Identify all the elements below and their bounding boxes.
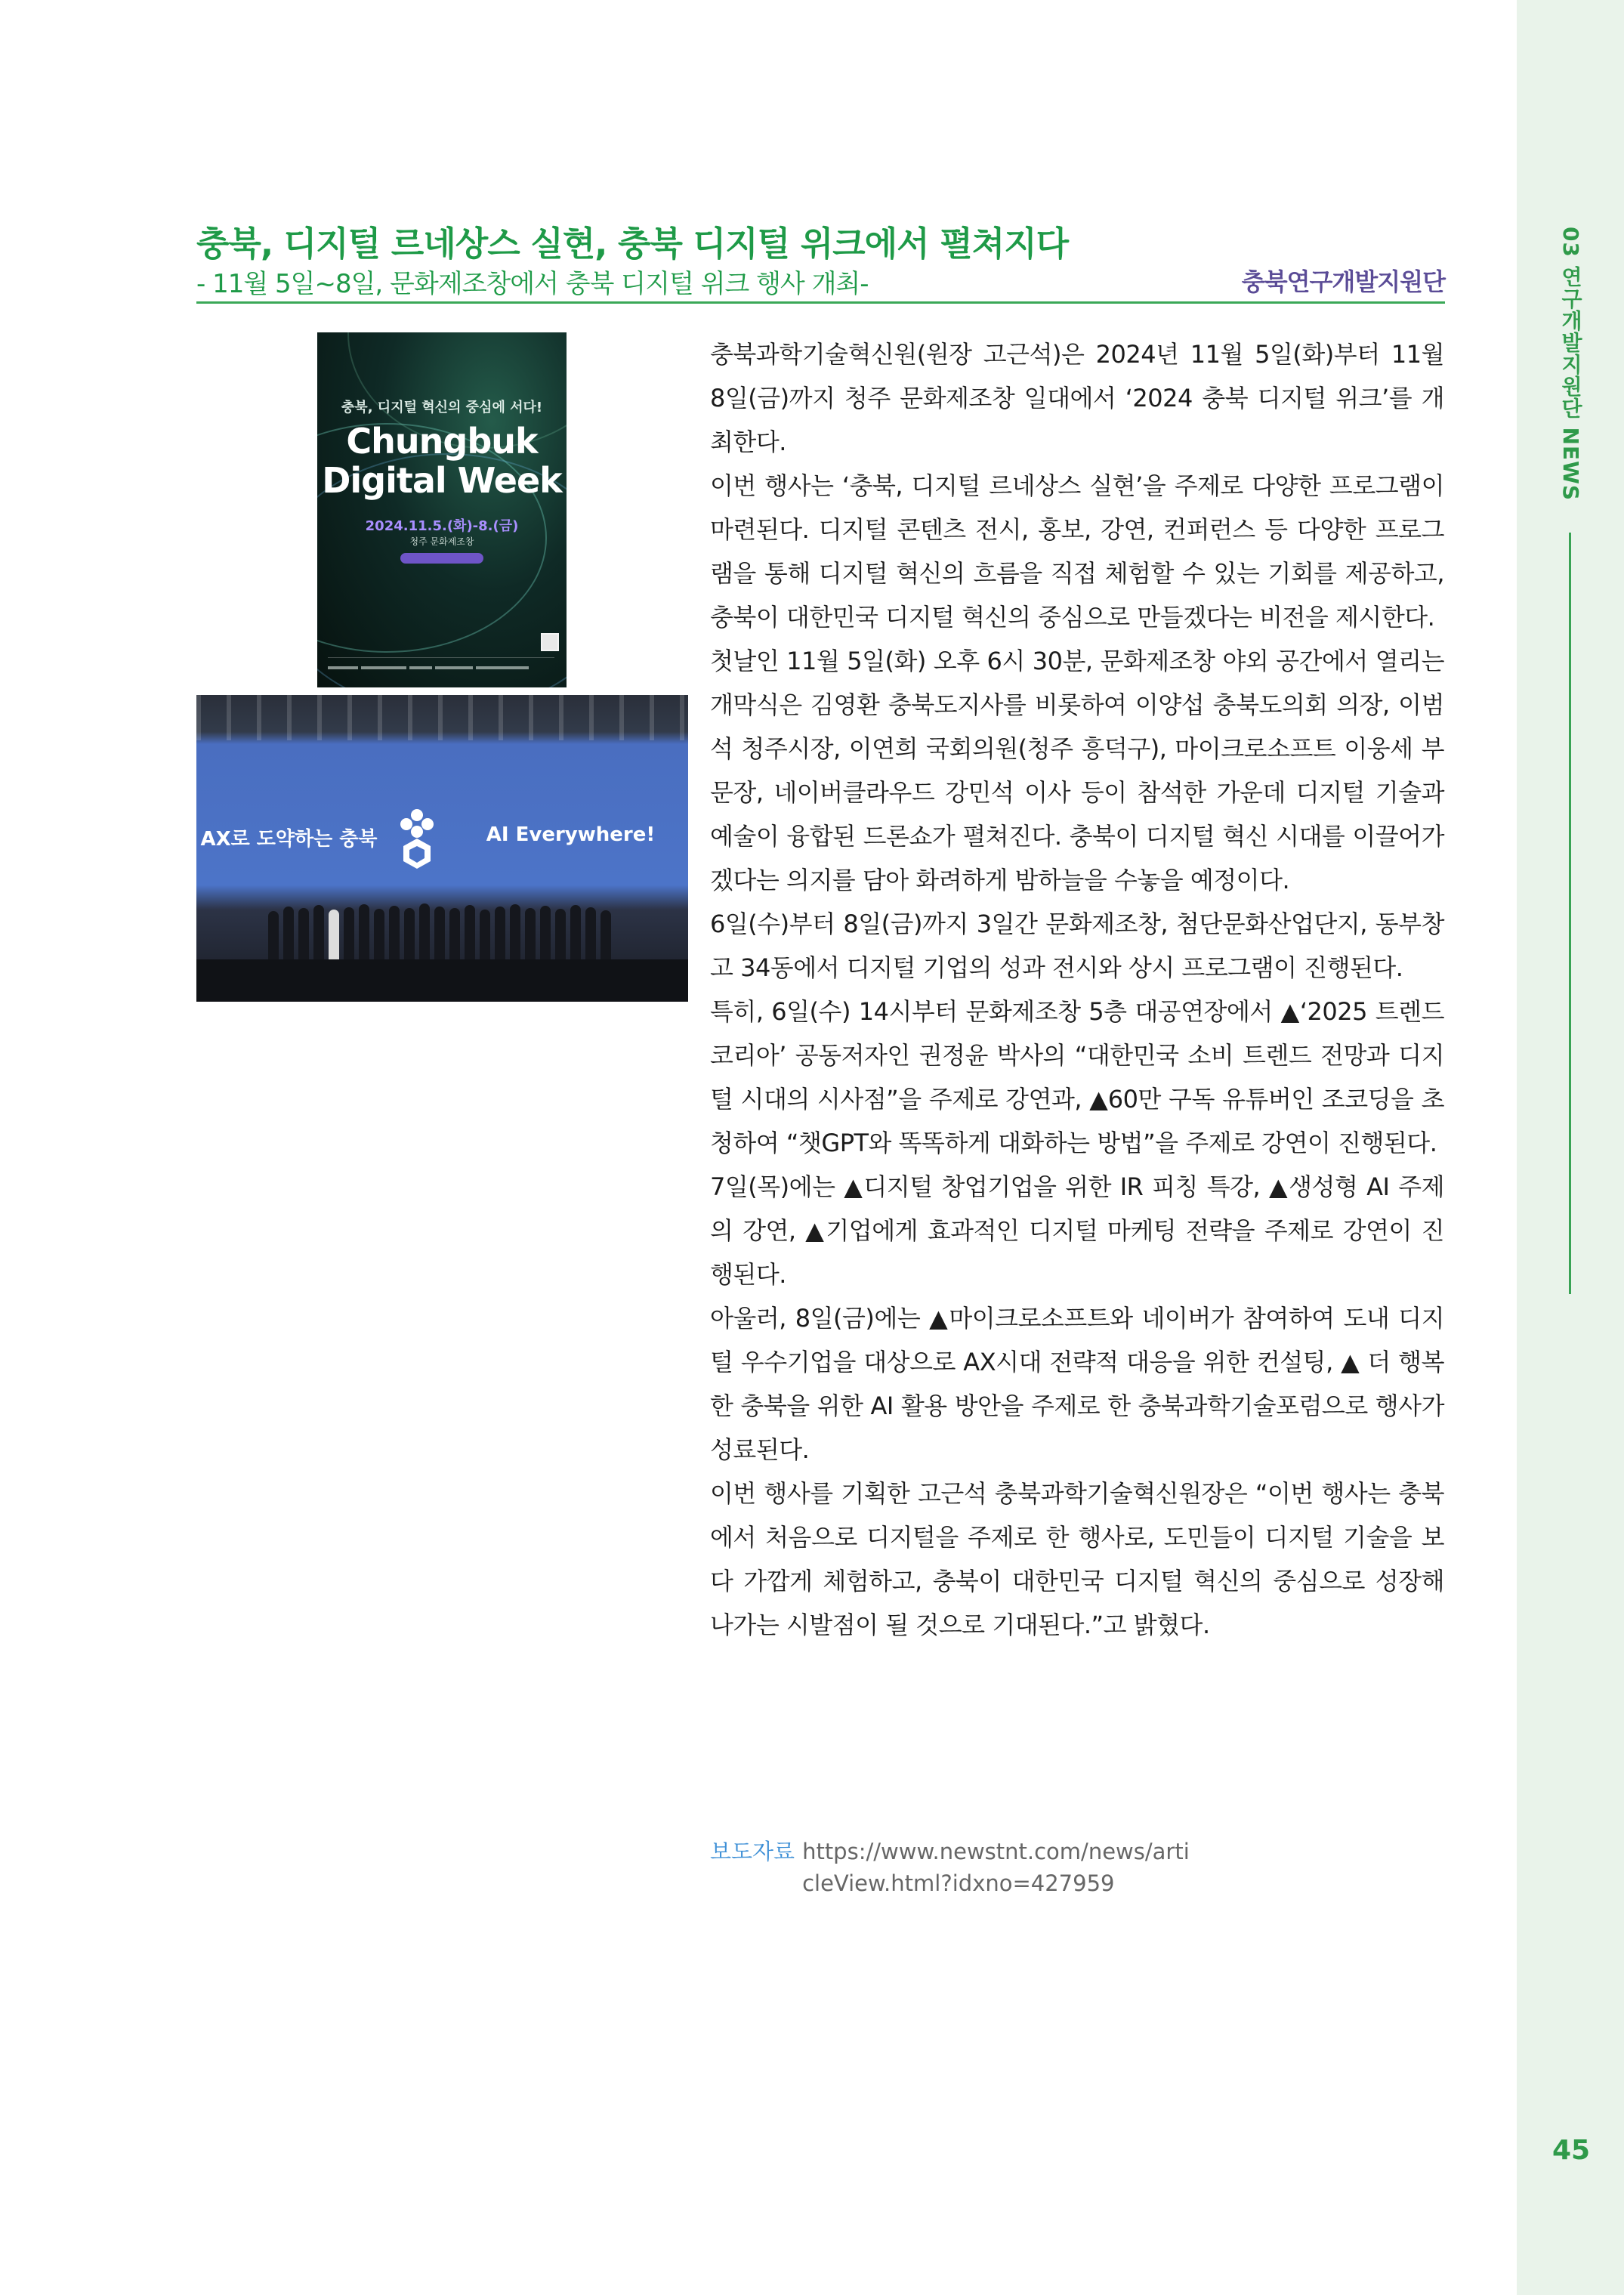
poster-brand: Chungbuk Digital Week [322, 421, 562, 501]
ceiling-lights [196, 695, 688, 740]
qr-code-icon [541, 633, 559, 651]
article-paragraph: 이번 행사는 ‘충북, 디지털 르네상스 실현’을 주제로 다양한 프로그램이 마련된다. 디지털 콘텐츠 전시, 홍보, 강연, 컨퍼런스 등 다양한 프로그램을 통해 디지털 혁신의 흐름을 직접 체험할 수 있는 기회를 제공하고, 충북이 대한민국 디지털 혁신의 중심으로 만들겠다는 비전을 제시한다. [710, 471, 1444, 632]
event-photo [196, 695, 688, 1002]
press-source [710, 1836, 1444, 1899]
poster-footer [328, 657, 554, 679]
article-paragraph: 아울러, 8일(금)에는 ▲마이크로소프트와 네이버가 참여하여 도내 디지털 우수기업을 대상으로 AX시대 전략적 대응을 위한 컨설팅, ▲ 더 행복한 충북을 위한 AI 활용 방안을 주제로 한 충북과학기술포럼으로 행사가 성료된다. [710, 1304, 1444, 1464]
header-divider [196, 301, 1445, 304]
department-label: 충북연구개발지원단 [1241, 267, 1445, 296]
side-divider [1569, 533, 1571, 1294]
article-paragraph: 6일(수)부터 8일(금)까지 3일간 문화제조창, 첨단문화산업단지, 동부창고 34동에서 디지털 기업의 성과 전시와 상시 프로그램이 진행된다. [710, 910, 1444, 982]
source-link[interactable]: https://www.newstnt.com/news/articleView.html?idxno=427959 [802, 1839, 1190, 1896]
article-paragraph: 첫날인 11월 5일(화) 오후 6시 30분, 문화제조창 야외 공간에서 열리는 개막식은 김영환 충북도지사를 비롯하여 이양섭 충북도의회 의장, 이범석 청주시장, 이연희 국회의원(청주 흥덕구), 마이크로소프트 이웅세 부문장, 네이버클라우드 강민석 이사 등이 참석한 가운데 디지털 기술과 예술이 융합된 드론쇼가 펼쳐진다. 충북이 디지털 혁신 시대를 이끌어가겠다는 의지를 담아 화려하게 밤하늘을 수놓을 예정이다. [710, 647, 1444, 894]
stage-floor [196, 959, 688, 1002]
poster-date-pill [400, 553, 483, 564]
chungbuk-logo-icon [394, 805, 440, 869]
article-paragraph: 이번 행사를 기획한 고근석 충북과학기술혁신원장은 “이번 행사는 충북에서 처음으로 디지털을 주제로 한 행사로, 도민들이 디지털 기술을 보다 가깝게 체험하고, 충북이 대한민국 디지털 혁신의 중심으로 성장해 나가는 시발점이 될 것으로 기대된다.”고 밝혔다. [710, 1479, 1444, 1639]
poster-venue: 청주 문화제조창 [409, 536, 474, 547]
event-poster-image [317, 332, 567, 687]
source-label: 보도자료 [710, 1839, 795, 1864]
section-title: 03 연구개발지원단 NEWS [1558, 227, 1583, 502]
article-title: 충북, 디지털 르네상스 실현, 충북 디지털 위크에서 펼쳐지다 [196, 224, 1069, 264]
page-number: 45 [1551, 2135, 1591, 2166]
article-paragraph: 충북과학기술혁신원(원장 고근석)은 2024년 11월 5일(화)부터 11월 8일(금)까지 청주 문화제조창 일대에서 ‘2024 충북 디지털 위크’를 개최한다. [710, 340, 1444, 456]
photo-right-banner: AI Everywhere! [486, 823, 656, 846]
poster-dates: 2024.11.5.(화)-8.(금) [365, 518, 519, 534]
article-paragraph: 특히, 6일(수) 14시부터 문화제조창 5층 대공연장에서 ▲‘2025 트렌드 코리아’ 공동저자인 권정윤 박사의 “대한민국 소비 트렌드 전망과 디지털 시대의 시사점”을 주제로 강연과, ▲60만 구독 유튜버인 조코딩을 초청하여 “챗GPT와 똑똑하게 대화하는 방법”을 주제로 강연이 진행된다. [710, 997, 1444, 1157]
attendees-group [268, 893, 623, 961]
article-body [710, 332, 1444, 1647]
article-paragraph: 7일(목)에는 ▲디지털 창업기업을 위한 IR 피칭 특강, ▲생성형 AI 주제의 강연, ▲기업에게 효과적인 디지털 마케팅 전략을 주제로 강연이 진행된다. [710, 1172, 1444, 1289]
article-subtitle: - 11월 5일~8일, 문화제조창에서 충북 디지털 위크 행사 개최- [196, 269, 869, 299]
poster-tagline: 충북, 디지털 혁신의 중심에 서다! [341, 400, 543, 415]
photo-left-banner: AX로 도약하는 충북 [200, 828, 378, 851]
